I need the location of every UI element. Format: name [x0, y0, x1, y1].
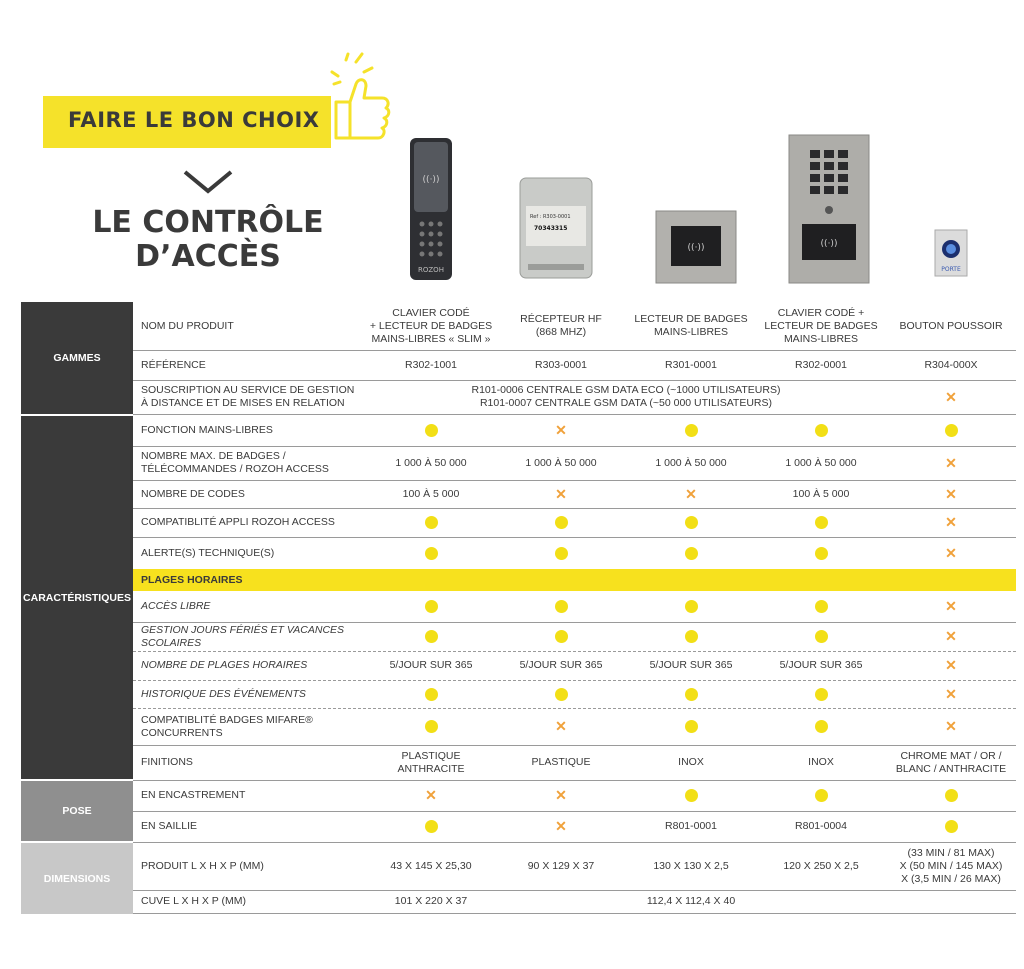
row-label-feries: GESTION JOURS FÉRIÉS ET VACANCES SCOLAIRES	[141, 623, 345, 649]
yes-dot-icon	[425, 720, 438, 733]
section-gammes: GAMMES	[21, 302, 133, 414]
cell-mifare-1	[366, 708, 496, 745]
section-caracteristiques: CARACTÉRISTIQUES	[21, 416, 133, 779]
cell-dim-3: 130 X 130 X 2,5	[653, 859, 729, 872]
cell-fin-4: INOX	[808, 756, 834, 768]
yes-dot-icon	[685, 720, 698, 733]
yes-dot-icon	[425, 424, 438, 437]
svg-text:((·)): ((·))	[687, 243, 705, 253]
cell-codes-1: 100 À 5 000	[402, 487, 460, 500]
cross-icon: ✕	[555, 787, 567, 803]
row-label-nb-codes: NOMBRE DE CODES	[141, 487, 245, 500]
cell-mifare-3	[626, 708, 756, 745]
yes-dot-icon	[555, 547, 568, 560]
cell-acces-4	[756, 591, 886, 622]
cell-mifare-5	[886, 708, 1016, 745]
row-label-finitions: FINITIONS	[141, 756, 193, 768]
cell-dim-1: 43 X 145 X 25,30	[390, 859, 472, 872]
cross-icon: ✕	[685, 485, 697, 502]
yes-dot-icon	[685, 516, 698, 529]
yes-dot-icon	[555, 516, 568, 529]
cell-codes-2	[496, 480, 626, 508]
cell-hist-4	[756, 680, 886, 708]
cell-badges-3: 1 000 À 50 000	[655, 456, 727, 469]
row-label-cuve: CUVE L X H X P (MM)	[141, 895, 247, 907]
row-label-reference: RÉFÉRENCE	[141, 358, 206, 371]
row-label-souscription: SOUSCRIPTION AU SERVICE DE GESTION À DISTANCE ET DE MISES EN RELATION	[141, 384, 355, 409]
yes-dot-icon	[685, 789, 698, 802]
cell-fin-2: PLASTIQUE	[531, 756, 591, 768]
cell-badges-5	[886, 446, 1016, 480]
row-label-produit-dim: PRODUIT L X H X P (MM)	[141, 859, 264, 872]
yes-dot-icon	[425, 600, 438, 613]
cell-acces-5	[886, 591, 1016, 622]
yes-dot-icon	[555, 630, 568, 643]
cell-cuve-1: 101 X 220 X 37	[394, 895, 468, 907]
yes-dot-icon	[945, 820, 958, 833]
yes-dot-icon	[425, 516, 438, 529]
cross-icon: ✕	[945, 598, 957, 614]
cell-nom-4: CLAVIER CODÉ + LECTEUR DE BADGES MAINS-LIBRES	[764, 306, 878, 345]
yes-dot-icon	[815, 547, 828, 560]
row-label-acces-libre: ACCÈS LIBRE	[141, 600, 211, 612]
cross-icon: ✕	[945, 485, 957, 502]
cell-codes-4: 100 À 5 000	[792, 487, 850, 500]
cell-ml-3	[626, 414, 756, 446]
row-label-nb-badges: NOMBRE MAX. DE BADGES / TÉLÉCOMMANDES / ROZOH ACCESS	[141, 450, 329, 475]
cell-sail-2	[496, 811, 626, 842]
thumbs-up-icon	[326, 52, 396, 152]
yes-dot-icon	[425, 688, 438, 701]
cross-icon: ✕	[945, 657, 957, 673]
row-divider	[133, 913, 1016, 914]
banner-title: FAIRE LE BON CHOIX	[68, 108, 320, 132]
cell-sail-3: R801-0001	[665, 820, 717, 832]
cell-appli-2	[496, 508, 626, 537]
cell-ref-4: R302-0001	[795, 358, 847, 371]
cell-enc-5	[886, 780, 1016, 811]
yes-dot-icon	[685, 688, 698, 701]
cell-nom-1: CLAVIER CODÉ + LECTEUR DE BADGES MAINS-LIBRES « SLIM »	[369, 306, 493, 345]
cell-feries-2	[496, 622, 626, 651]
yes-dot-icon	[685, 547, 698, 560]
cell-ref-5: R304-000X	[924, 358, 978, 371]
product-keypad-reader	[788, 134, 870, 284]
yes-dot-icon	[815, 600, 828, 613]
cell-feries-5	[886, 622, 1016, 651]
cell-hist-3	[626, 680, 756, 708]
cell-feries-4	[756, 622, 886, 651]
cell-mifare-2	[496, 708, 626, 745]
yes-dot-icon	[815, 424, 828, 437]
yes-dot-icon	[425, 820, 438, 833]
section-dimensions: DIMENSIONS	[21, 843, 133, 914]
cell-badges-1: 1 000 À 50 000	[395, 456, 467, 469]
yes-dot-icon	[685, 630, 698, 643]
cell-alert-2	[496, 537, 626, 569]
product-slim-keypad	[408, 136, 454, 282]
cell-acces-1	[366, 591, 496, 622]
cell-codes-3	[626, 480, 756, 508]
cross-icon: ✕	[945, 388, 957, 405]
cell-dim-2: 90 X 129 X 37	[527, 859, 595, 872]
cross-icon: ✕	[425, 787, 437, 803]
cell-mifare-4	[756, 708, 886, 745]
cell-fin-3: INOX	[678, 756, 704, 768]
plages-horaires-label: PLAGES HORAIRES	[141, 574, 243, 586]
svg-text:((·)): ((·))	[422, 175, 440, 185]
cell-cuve-3: 112,4 X 112,4 X 40	[646, 895, 736, 907]
row-label-saillie: EN SAILLIE	[141, 820, 198, 832]
row-label-mifare: COMPATIBLITÉ BADGES MIFARE® CONCURRENTS	[141, 713, 313, 739]
plages-horaires-bar	[133, 569, 1016, 591]
cross-icon: ✕	[945, 628, 957, 644]
cell-plages-2: 5/JOUR SUR 365	[519, 659, 603, 671]
cell-sail-4: R801-0004	[795, 820, 847, 832]
yes-dot-icon	[815, 720, 828, 733]
yes-dot-icon	[815, 630, 828, 643]
cell-alert-1	[366, 537, 496, 569]
product-receiver-hf	[518, 176, 594, 280]
cross-icon: ✕	[945, 544, 957, 561]
row-label-historique: HISTORIQUE DES ÉVÉNEMENTS	[141, 687, 306, 700]
cross-icon: ✕	[945, 514, 957, 530]
cell-fin-1: PLASTIQUE ANTHRACITE	[397, 749, 465, 775]
cell-badges-2: 1 000 À 50 000	[525, 456, 597, 469]
cell-alert-4	[756, 537, 886, 569]
yes-dot-icon	[945, 424, 958, 437]
yes-dot-icon	[945, 789, 958, 802]
cell-acces-2	[496, 591, 626, 622]
cell-ml-1	[366, 414, 496, 446]
cell-appli-4	[756, 508, 886, 537]
product-brand-label: ROZOH	[418, 266, 444, 274]
cell-ref-1: R302-1001	[405, 358, 457, 371]
cross-icon: ✕	[555, 485, 567, 502]
cell-appli-5	[886, 508, 1016, 537]
cell-ref-2: R303-0001	[535, 358, 587, 371]
row-label-nb-plages: NOMBRE DE PLAGES HORAIRES	[141, 659, 308, 671]
cell-souscription-5	[886, 380, 1016, 414]
yes-dot-icon	[425, 630, 438, 643]
section-pose: POSE	[21, 781, 133, 841]
cell-dim-5: (33 MIN / 81 MAX) X (50 MIN / 145 MAX) X (3,5 MIN / 26 MAX)	[899, 846, 1003, 885]
yes-dot-icon	[555, 600, 568, 613]
cell-appli-1	[366, 508, 496, 537]
cell-plages-3: 5/JOUR SUR 365	[649, 659, 733, 671]
cross-icon: ✕	[555, 421, 567, 438]
yes-dot-icon	[815, 688, 828, 701]
cell-plages-4: 5/JOUR SUR 365	[779, 659, 863, 671]
yes-dot-icon	[815, 789, 828, 802]
cell-badges-4: 1 000 À 50 000	[785, 456, 857, 469]
row-label-nom: NOM DU PRODUIT	[141, 319, 234, 332]
cell-ml-4	[756, 414, 886, 446]
cell-feries-3	[626, 622, 756, 651]
cell-hist-2	[496, 680, 626, 708]
row-label-compat-appli: COMPATIBLITÉ APPLI ROZOH ACCESS	[141, 516, 335, 528]
receiver-serial-label: 70343315	[534, 225, 568, 232]
cross-icon: ✕	[555, 818, 567, 834]
cell-nom-5: BOUTON POUSSOIR	[899, 319, 1003, 332]
button-label: PORTE	[941, 266, 961, 273]
cross-icon: ✕	[945, 454, 957, 471]
row-label-alertes: ALERTE(S) TECHNIQUE(S)	[141, 546, 275, 559]
cell-alert-5	[886, 537, 1016, 569]
cell-codes-5	[886, 480, 1016, 508]
cell-ml-5	[886, 414, 1016, 446]
cross-icon: ✕	[945, 718, 957, 734]
yes-dot-icon	[685, 424, 698, 437]
row-label-encastrement: EN ENCASTREMENT	[141, 789, 246, 801]
cell-ml-2	[496, 414, 626, 446]
cell-souscription-span: R101-0006 CENTRALE GSM DATA ECO (~1000 UTILISATEURS) R101-0007 CENTRALE GSM DATA (~50 000 UTILISATEURS)	[471, 384, 781, 409]
product-push-button	[934, 229, 968, 277]
cell-hist-5	[886, 680, 1016, 708]
cell-nom-3: LECTEUR DE BADGES MAINS-LIBRES	[634, 313, 748, 338]
cell-ref-3: R301-0001	[665, 358, 717, 371]
cell-plages-1: 5/JOUR SUR 365	[389, 659, 473, 671]
cell-nom-2: RÉCEPTEUR HF (868 MHZ)	[520, 313, 602, 338]
chevron-down-icon	[182, 169, 234, 195]
row-label-mains-libres: FONCTION MAINS-LIBRES	[141, 423, 273, 436]
cell-acces-3	[626, 591, 756, 622]
cell-plages-5	[886, 651, 1016, 680]
cell-dim-4: 120 X 250 X 2,5	[783, 859, 859, 872]
cell-enc-2	[496, 780, 626, 811]
cell-hist-1	[366, 680, 496, 708]
svg-text:((·)): ((·))	[820, 239, 838, 249]
yes-dot-icon	[425, 547, 438, 560]
page-title: LE CONTRÔLE D’ACCÈS	[92, 205, 324, 274]
cell-enc-3	[626, 780, 756, 811]
cell-fin-5: CHROME MAT / OR / BLANC / ANTHRACITE	[895, 749, 1007, 775]
receiver-ref-label: Ref : R303-0001	[530, 214, 571, 220]
yes-dot-icon	[815, 516, 828, 529]
product-badge-reader	[655, 210, 737, 284]
yes-dot-icon	[685, 600, 698, 613]
cell-enc-4	[756, 780, 886, 811]
cross-icon: ✕	[555, 718, 567, 734]
cell-sail-5	[886, 811, 1016, 842]
cell-sail-1	[366, 811, 496, 842]
cross-icon: ✕	[945, 685, 957, 702]
cell-appli-3	[626, 508, 756, 537]
cell-feries-1	[366, 622, 496, 651]
cell-alert-3	[626, 537, 756, 569]
cell-enc-1	[366, 780, 496, 811]
yes-dot-icon	[555, 688, 568, 701]
